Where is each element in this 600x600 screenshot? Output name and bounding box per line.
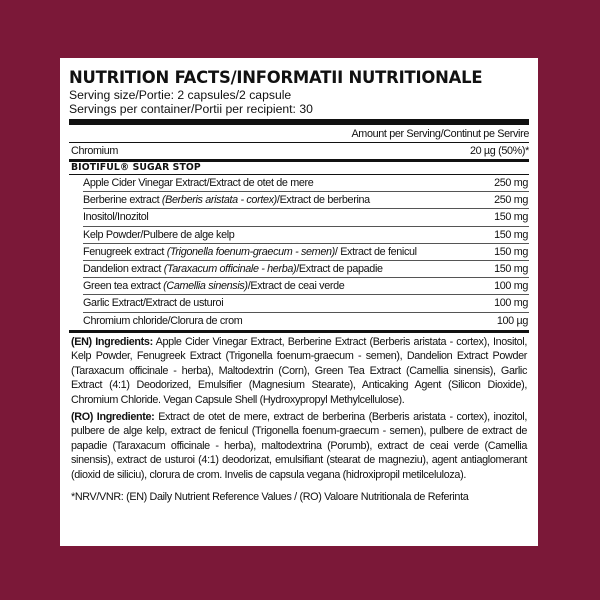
item-name: Fenugreek extract (Trigonella foenum-graecum - semen)/ Extract de fenicul bbox=[83, 245, 417, 258]
item-name: Inositol/Inozitol bbox=[83, 211, 149, 224]
item-name: Garlic Extract/Extract de usturoi bbox=[83, 297, 224, 310]
ingredients-en bbox=[69, 333, 529, 408]
blend-item bbox=[83, 278, 529, 295]
blend-item bbox=[83, 313, 529, 330]
item-amount: 250 mg bbox=[494, 177, 528, 190]
item-name: Green tea extract (Camellia sinensis)/Extract de ceai verde bbox=[83, 280, 345, 293]
blend-item bbox=[83, 209, 529, 226]
item-name: Apple Cider Vinegar Extract/Extract de otet de mere bbox=[83, 177, 314, 190]
blend-item bbox=[83, 295, 529, 312]
ingredients-en-text: Apple Cider Vinegar Extract, Berberine Extract (Berberis aristata - cortex), Inositol, Kelp Powder, Fenugreek Extract (Trigonella foenum-graecum - semen), Dandelion Extract Powder (Taraxacum officinale - herba), Maltodextrin (Corn), Green Tea Extract (Camellia sinensis), Garlic Extract (4:1) Deodorized, Emulsifier (Magnesium Stearate), Anticaking Agent (Silicon Dioxide), Chromium Chloride. Vegan Capsule Shell (Hydroxypropyl Methylcellulose). bbox=[71, 335, 527, 407]
servings-per-container: Servings per container/Portii per recipient: 30 bbox=[69, 102, 313, 116]
blend-item bbox=[83, 175, 529, 192]
blend-item bbox=[83, 227, 529, 244]
item-amount: 150 mg bbox=[494, 245, 528, 258]
chromium-name: Chromium bbox=[71, 145, 118, 157]
item-amount: 100 mg bbox=[494, 297, 528, 310]
item-name: Berberine extract (Berberis aristata - cortex)/Extract de berberina bbox=[83, 194, 370, 207]
item-amount: 100 mg bbox=[494, 280, 528, 293]
blend-item bbox=[83, 244, 529, 261]
serving-size: Serving size/Portie: 2 capsules/2 capsule bbox=[69, 88, 292, 102]
item-amount: 250 mg bbox=[494, 194, 528, 207]
item-name: Kelp Powder/Pulbere de alge kelp bbox=[83, 228, 235, 241]
label-title: NUTRITION FACTS/INFORMATII NUTRITIONALE bbox=[69, 68, 483, 87]
ingredients-en-label: (EN) Ingredients: bbox=[71, 335, 153, 348]
chromium-amount: 20 µg (50%)* bbox=[469, 145, 529, 157]
chromium-row bbox=[69, 143, 529, 159]
item-amount: 150 mg bbox=[494, 211, 528, 224]
item-amount: 150 mg bbox=[494, 263, 528, 276]
ingredients-ro bbox=[69, 408, 529, 483]
item-name: Dandelion extract (Taraxacum officinale - herba)/Extract de papadie bbox=[83, 263, 383, 276]
nutrition-label bbox=[60, 58, 538, 546]
item-amount: 150 mg bbox=[494, 228, 528, 241]
ingredients-ro-text: Extract de otet de mere, extract de berberina (Berberis aristata - cortex), inozitol, pulbere de alge kelp, extract de fenicul (Trigonella foenum-graecum - semen), pulbere de extract de papadie (Taraxacum officinale - herba), maltodextrina (Porumb), extract de ceai verde (Camellia sinensis), extract de usturoi (4:1) deodorizat, emulsifiant (stearat de magneziu), agent antiaglomerant (dioxid de siliciu), clorura de crom. Invelis de capsula vegana (hidroxipropil metilceluloza). bbox=[71, 410, 527, 482]
blend-items bbox=[83, 175, 529, 330]
amount-per-serving-header: Amount per Serving/Continut pe Servire bbox=[351, 128, 529, 140]
item-amount: 100 µg bbox=[496, 315, 528, 328]
item-name: Chromium chloride/Clorura de crom bbox=[83, 315, 243, 328]
ingredients-ro-label: (RO) Ingrediente: bbox=[71, 410, 155, 423]
blend-item bbox=[83, 192, 529, 209]
blend-title: BIOTIFUL® SUGAR STOP bbox=[71, 162, 201, 173]
nrv-footnote: *NRV/VNR: (EN) Daily Nutrient Reference Values / (RO) Valoare Nutritionala de Referinta bbox=[71, 490, 469, 503]
blend-item bbox=[83, 261, 529, 278]
